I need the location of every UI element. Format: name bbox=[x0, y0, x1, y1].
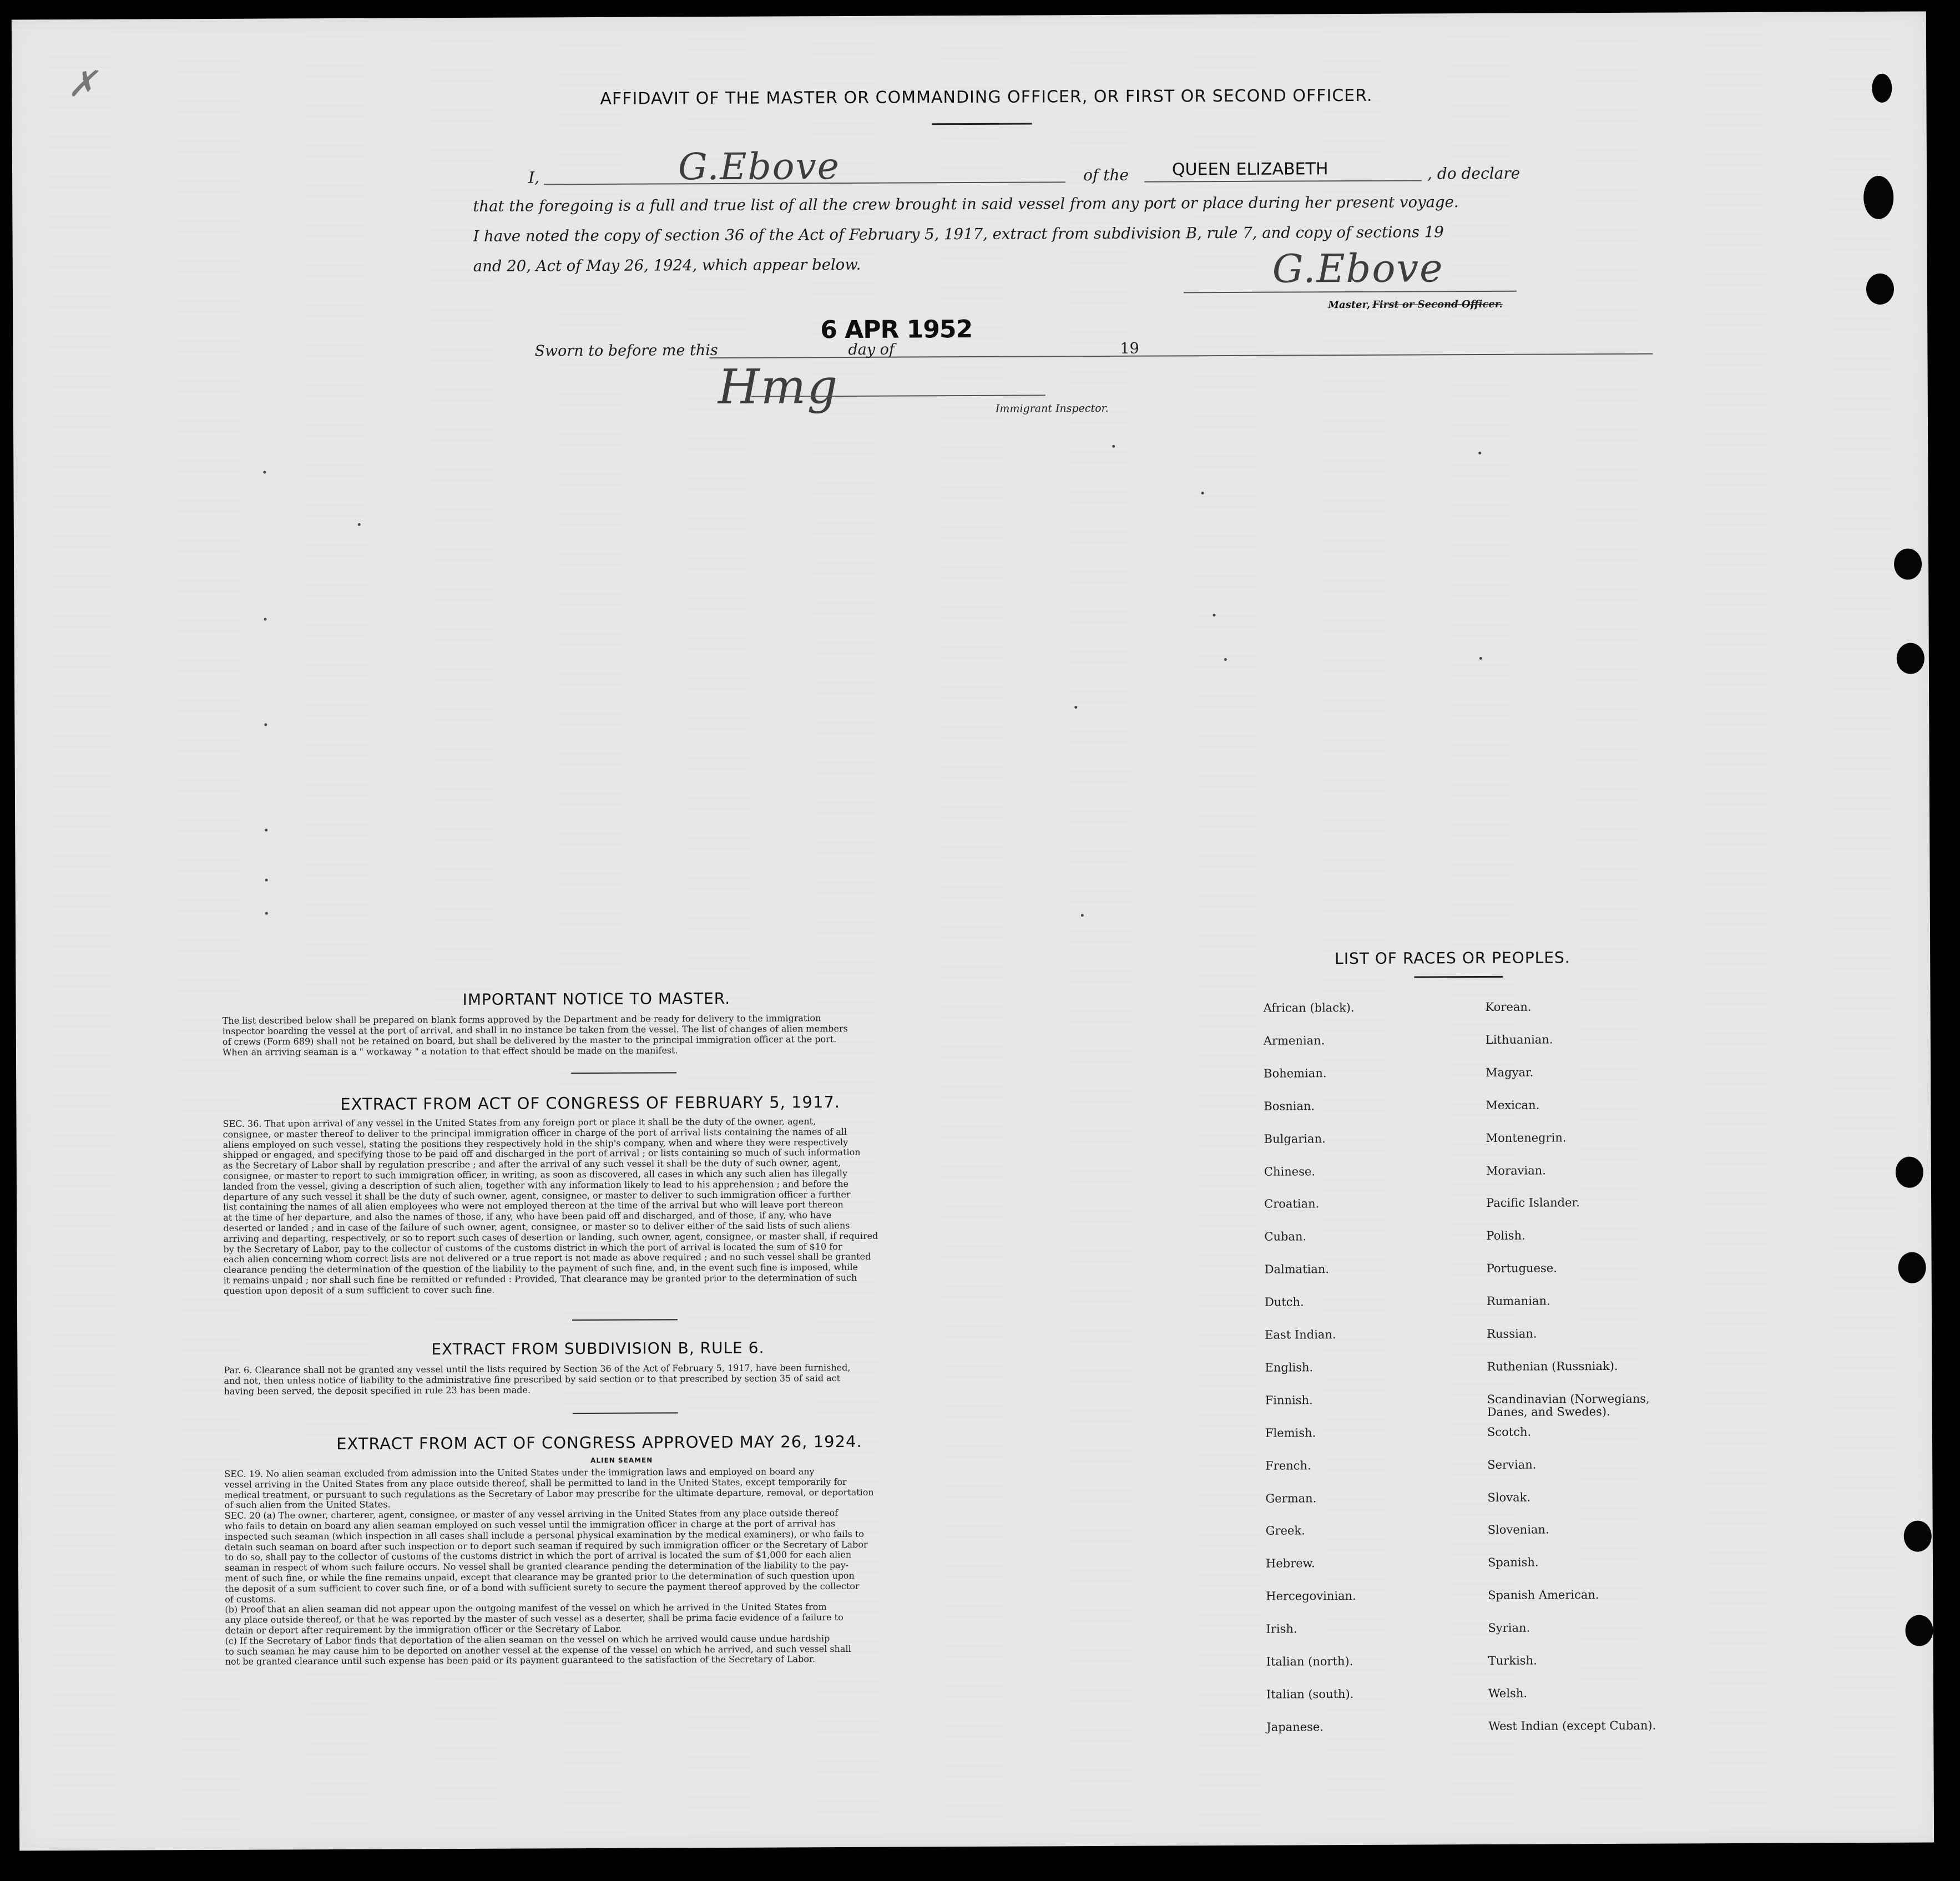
punch-hole bbox=[1866, 274, 1894, 305]
stray-dot bbox=[1112, 445, 1115, 448]
extract-1917-rule bbox=[572, 1319, 678, 1321]
rule-6-rule bbox=[573, 1412, 678, 1414]
races-heading: LIST OF RACES OR PEOPLES. bbox=[1335, 948, 1570, 968]
punch-hole bbox=[1872, 74, 1892, 103]
race-item: African (black). bbox=[1263, 1001, 1355, 1015]
race-item: English. bbox=[1265, 1361, 1314, 1374]
race-item: French. bbox=[1265, 1458, 1311, 1473]
race-item: Syrian. bbox=[1488, 1621, 1530, 1635]
race-item: Greek. bbox=[1265, 1524, 1305, 1538]
stray-dot bbox=[265, 912, 268, 915]
race-item: Flemish. bbox=[1265, 1425, 1316, 1440]
affidavit-heading-rule bbox=[932, 123, 1032, 125]
punch-hole bbox=[1904, 1520, 1932, 1551]
of-the-label: of the bbox=[1083, 165, 1129, 185]
punch-hole bbox=[1897, 643, 1924, 674]
master-signature: G.Ebove bbox=[1272, 245, 1444, 292]
punch-hole bbox=[1863, 176, 1893, 219]
sworn-label: Sworn to before me this bbox=[534, 341, 718, 360]
race-item: Mexican. bbox=[1486, 1098, 1540, 1112]
race-item: Slovak. bbox=[1487, 1490, 1531, 1504]
race-item: Dutch. bbox=[1264, 1295, 1304, 1309]
stray-dot bbox=[264, 618, 267, 621]
ship-name: QUEEN ELIZABETH bbox=[1171, 159, 1328, 180]
stray-dot bbox=[264, 724, 267, 726]
stray-dot bbox=[265, 879, 268, 882]
inspector-label: Immigrant Inspector. bbox=[995, 402, 1109, 415]
year-prefix: 19 bbox=[1120, 340, 1139, 357]
race-item: Dalmatian. bbox=[1264, 1262, 1330, 1276]
race-item: Scandinavian (Norwegians, Danes, and Swedes). bbox=[1487, 1392, 1650, 1419]
master-name-signature: G.Ebove bbox=[678, 145, 841, 189]
race-item: Montenegrin. bbox=[1486, 1130, 1567, 1145]
affidavit-heading: AFFIDAVIT OF THE MASTER OR COMMANDING OFFICER, OR FIRST OR SECOND OFFICER. bbox=[600, 85, 1373, 109]
date-stamp: 6 APR 1952 bbox=[820, 315, 973, 345]
race-item: Bohemian. bbox=[1264, 1066, 1327, 1080]
punch-hole bbox=[1898, 1252, 1926, 1283]
day-of-label: day of bbox=[848, 341, 895, 358]
stray-dot bbox=[1081, 914, 1084, 917]
extract-1917-heading: EXTRACT FROM ACT OF CONGRESS OF FEBRUARY 5, 1917. bbox=[340, 1093, 841, 1114]
race-item: Spanish American. bbox=[1488, 1588, 1599, 1602]
race-item: West Indian (except Cuban). bbox=[1488, 1718, 1656, 1733]
stray-dot bbox=[265, 829, 267, 832]
race-item: Hebrew. bbox=[1265, 1556, 1315, 1571]
races-heading-rule bbox=[1414, 976, 1503, 978]
race-item: Armenian. bbox=[1263, 1034, 1325, 1048]
stray-dot bbox=[1224, 658, 1227, 661]
do-declare-label: , do declare bbox=[1427, 164, 1520, 183]
punch-hole bbox=[1905, 1615, 1933, 1646]
punch-hole bbox=[1894, 549, 1922, 580]
race-item: Bulgarian. bbox=[1264, 1131, 1326, 1146]
form-page bbox=[12, 11, 1934, 1850]
race-item: German. bbox=[1265, 1491, 1317, 1505]
race-item: Irish. bbox=[1266, 1622, 1297, 1636]
race-item: Pacific Islander. bbox=[1486, 1196, 1580, 1210]
inspector-signature: Hmg bbox=[718, 359, 839, 415]
race-item: Turkish. bbox=[1488, 1654, 1537, 1667]
race-item: Magyar. bbox=[1486, 1065, 1534, 1079]
race-item: Rumanian. bbox=[1486, 1294, 1550, 1308]
alien-seamen-subheading: ALIEN SEAMEN bbox=[590, 1456, 653, 1465]
officer-label-struck: First or Second Officer. bbox=[1372, 298, 1503, 311]
i-label: I, bbox=[528, 168, 540, 187]
race-item: Ruthenian (Russniak). bbox=[1487, 1359, 1618, 1373]
race-item: Finnish. bbox=[1265, 1393, 1313, 1407]
stray-dot bbox=[1213, 614, 1216, 616]
extract-1917-text: SEC. 36. That upon arrival of any vessel in the United States from any foreign port or place it shall be the duty of the owner, agent, consignee, or master thereof to deliver to the principal immigration officer in charge of the port of arrival lists containing the names of all aliens employed on such vessel, stating the positions they respectively hold in the ship's company, when and where they were respectively shipped or engaged, and specifying those to be paid off and discharged in the port of arrival ; or lists containing so much of such information as the Secretary of Labor shall by regulation prescribe ; and after the arrival of any such vessel it shall be the duty of such owner, agent, consignee, or master to report to such immigration officer, in writing, as soon as discovered, all cases in which any such alien has illegally landed from the vessel, giving a description of such alien, together with any information likely to lead to his apprehension ; and before the departure of any such vessel it shall be the duty of such owner, agent, consignee, or master to deliver to such immigration officer a further list containing the names of all alien employees who were not employed thereon at the time of the arrival but who will leave port thereon at the time of her departure, and also the names of those, if any, who have been paid off and discharged, and of those, if any, who have deserted or landed ; and in case of the failure of such owner, agent, consignee, or master so to deliver either of the said lists of such aliens arriving and departing, respectively, or so to report such cases of desertion or landing, such owner, agent, consignee, or master shall, if required by the Secretary of Labor, pay to the collector of customs of the customs district in which the port of arrival is located the sum of $10 for each alien concerning whom correct lists are not delivered or a true report is not made as above required ; and no such vessel shall be granted clearance pending the determination of the question of the liability to the payment of such fine, and, in the event such fine is imposed, while it remains unpaid ; nor shall such fine be remitted or refunded : Provided, That clearance may be granted prior to the determination of such question upon deposit of a sum sufficient to cover such fine. bbox=[223, 1116, 878, 1296]
master-label: Master, bbox=[1328, 299, 1371, 311]
notice-rule bbox=[571, 1072, 676, 1074]
notice-text: The list described below shall be prepared on blank forms approved by the Department and be ready for delivery to the immigration inspector boarding the vessel at the port of arrival, and shall in no instance be taken from the vessel. The list of changes of alien members of crews (Form 689) shall not be retained on board, but shall be delivered by the master to the principal immigration officer at the port. When an arriving seaman is a " workaway " a notation to that effect should be made on the manifest. bbox=[222, 1013, 848, 1058]
race-item: East Indian. bbox=[1265, 1328, 1336, 1342]
stray-dot bbox=[1478, 452, 1481, 454]
stray-dot bbox=[1479, 657, 1482, 660]
race-item: Cuban. bbox=[1264, 1230, 1307, 1244]
race-item: Bosnian. bbox=[1264, 1099, 1315, 1113]
race-item: Korean. bbox=[1485, 1000, 1532, 1014]
race-item: Italian (north). bbox=[1266, 1655, 1353, 1668]
race-item: Slovenian. bbox=[1487, 1523, 1549, 1537]
extract-1924-text: SEC. 19. No alien seaman excluded from admission into the United States under the immigration laws and employed on board any vessel arriving in the United States from any place outside thereof, shall be permitted to land in the United States, except temporarily for medical treatment, or pursuant to such regulations as the Secretary of Labor may prescribe for the ultimate departure, removal, or deportation of such alien from the United States. SEC. 20 (a) The owner, charterer, agent, consignee, or master of any vessel arriving in the United States from any place outside thereof who fails to detain on board any alien seaman employed on such vessel until the immigration officer in charge at the port of arrival has inspected such seaman (which inspection in all cases shall include a personal physical examination by the medical examiners), or who fails to detain such seaman on board after such inspection or to deport such seaman if required by such immigration officer or the Secretary of Labor to do so, shall pay to the collector of customs of the customs district in which the port of arrival is located the sum of $1,000 for each alien seaman in respect of whom such failure occurs. No vessel shall be granted clearance pending the determination of the liability to the pay- ment of such fine, or while the fine remains unpaid, except that clearance may be granted prior to the determination of such question upon the deposit of a sum sufficient to cover such fine, or of a bond with sufficient surety to secure the payment thereof approved by the collector of customs. (b) Proof that an alien seaman did not appear upon the outgoing manifest of the vessel on which he arrived in the United States from any place outside thereof, or that he was reported by the master of such vessel as a deserter, shall be prima facie evidence of a failure to detain or deport after requirement by the immigration officer or the Secretary of Labor. (c) If the Secretary of Labor finds that deportation of the alien seaman on the vessel on which he arrived would cause undue hardship to such seaman he may cause him to be deported on another vessel at the expense of the vessel on which he arrived, and such vessel shall not be granted clearance until such expense has been paid or its payment guaranteed to the satisfaction of the Secretary of Labor. bbox=[224, 1466, 874, 1667]
rule-6-heading: EXTRACT FROM SUBDIVISION B, RULE 6. bbox=[431, 1338, 765, 1359]
race-item: Russian. bbox=[1487, 1327, 1537, 1341]
affidavit-line-4: and 20, Act of May 26, 1924, which appear below. bbox=[473, 255, 861, 275]
race-item: Portuguese. bbox=[1486, 1261, 1557, 1276]
affidavit-line-3: I have noted the copy of section 36 of the Act of February 5, 1917, extract from subdivision B, rule 7, and copy of sections 19 bbox=[473, 223, 1444, 245]
race-item: Servian. bbox=[1487, 1458, 1537, 1472]
rule-6-text: Par. 6. Clearance shall not be granted any vessel until the lists required by Section 36 of the Act of February 5, 1917, have been furnished, and not, then unless notice of liability to the administrative fine prescribed by said section or to that prescribed by section 35 of said act having been served, the deposit specified in rule 23 has been made. bbox=[224, 1362, 851, 1397]
race-item: Chinese. bbox=[1264, 1164, 1316, 1179]
corner-pencil-mark: ✗ bbox=[67, 63, 99, 105]
extract-1924-heading: EXTRACT FROM ACT OF CONGRESS APPROVED MAY 26, 1924. bbox=[336, 1432, 862, 1454]
master-signature-line bbox=[1184, 291, 1517, 294]
stray-dot bbox=[1074, 706, 1077, 709]
stray-dot bbox=[358, 523, 361, 526]
race-item: Scotch. bbox=[1487, 1425, 1532, 1439]
race-item: Croatian. bbox=[1264, 1197, 1320, 1211]
race-item: Moravian. bbox=[1486, 1163, 1546, 1177]
stray-dot bbox=[1201, 492, 1204, 494]
race-item: Italian (south). bbox=[1266, 1687, 1354, 1701]
race-item: Japanese. bbox=[1266, 1720, 1324, 1734]
race-item: Hercegovinian. bbox=[1266, 1589, 1356, 1603]
race-item: Spanish. bbox=[1487, 1555, 1539, 1570]
notice-heading: IMPORTANT NOTICE TO MASTER. bbox=[462, 989, 731, 1009]
race-item: Welsh. bbox=[1488, 1686, 1528, 1700]
ship-name-line bbox=[1144, 180, 1422, 182]
punch-hole bbox=[1896, 1157, 1923, 1188]
race-item: Lithuanian. bbox=[1485, 1033, 1553, 1046]
affidavit-line-2: that the foregoing is a full and true list of all the crew brought in said vessel from any port or place during her present voyage. bbox=[473, 193, 1459, 215]
stray-dot bbox=[263, 471, 266, 474]
race-item: Polish. bbox=[1486, 1228, 1525, 1243]
